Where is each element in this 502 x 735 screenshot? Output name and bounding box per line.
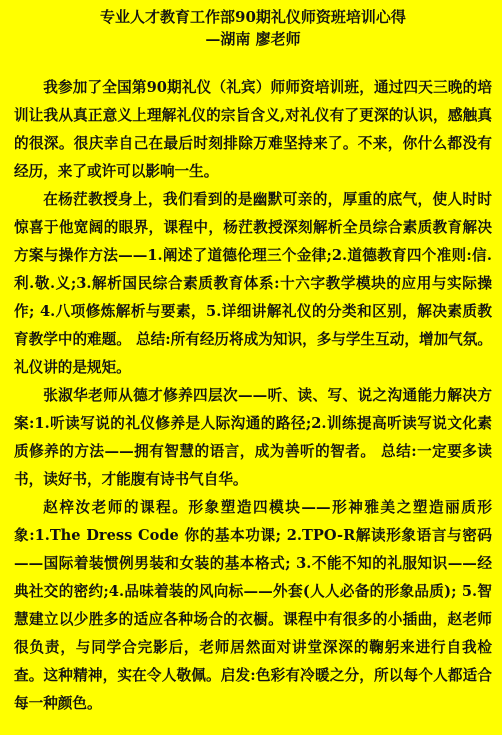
paragraph-yang: 在杨茳教授身上，我们看到的是幽默可亲的，厚重的底气，使人时时惊喜于他宽阔的眼界，课程中，杨茳教授深刻解析全员综合素质教育解决方案与操作方法——1.阐述了道德伦理三个金律;2.道德教育四个准则:信.利.敬.义;3.解析国民综合素质教育体系:十六字教学模块的应用与实际操作; 4.八项修炼解析与要素，5.详细讲解礼仪的分类和区别，解决素质教育教学中的难题。 总结:所有经历将成为知识，多与学生互动，增加气氛。礼仪讲的是规矩。: [14, 191, 492, 376]
paragraph-zhao: 赵梓汝老师的课程。形象塑造四模块——形神雅美之塑造丽质形象:1.The Dress Code 你的基本功课; 2.TPO-R解读形象语言与密码——国际着装惯例男装和女装的基本格式; 3.不能不知的礼服知识——经典社交的密约;4.品味着装的风向标——外套(人人必备的形象品质); 5.智慧建立以少胜多的适应各种场合的衣橱。课程中有很多的小插曲，赵老师很负责，与同学合完影后，老师居然面对讲堂深深的鞠躬来进行自我检查。这种精神，实在令人敬佩。启发:色彩有冷暖之分，所以每个人都适合每一种颜色。: [14, 499, 492, 712]
paragraph-intro: 我参加了全国第90期礼仪（礼宾）师师资培训班，通过四天三晚的培训让我从真正意义上理解礼仪的宗旨含义,对礼仪有了更深的认识，感触真的很深。很庆幸自己在最后时刻排除万难坚持来了。不来，你什么都没有经历，来了或许可以影响一生。: [14, 79, 492, 180]
document-title: 专业人才教育工作部90期礼仪师资班培训心得: [100, 8, 406, 26]
paragraph-zhang: 张淑华老师从德才修养四层次——听、读、写、说之沟通能力解决方案:1.听读写说的礼仪修养是人际沟通的路径;2.训练提高听读写说文化素质修养的方法——拥有智慧的语言，成为善听的智者。 总结:一定要多读书，读好书，才能腹有诗书气自华。: [14, 387, 492, 488]
author-line: —湖南 廖老师: [205, 30, 301, 48]
